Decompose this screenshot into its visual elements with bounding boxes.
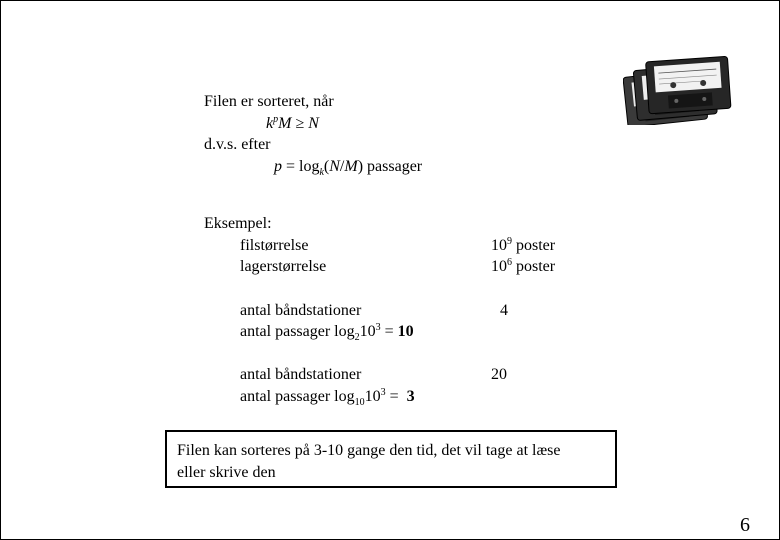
passes-log-base: 10 (354, 397, 365, 408)
case2-stations-value: 20 (491, 366, 507, 383)
value-exponent: 9 (507, 236, 512, 247)
passes-label: antal passager log (240, 388, 355, 405)
formula-n: N (329, 158, 340, 175)
passes-exponent: 3 (375, 322, 381, 333)
formula-passes (274, 157, 422, 177)
passes-result: 10 (397, 323, 414, 340)
formula-close-paren: ) (357, 158, 364, 175)
passes-equals: = (380, 323, 398, 340)
formula-tail: passager (363, 158, 423, 175)
example-heading: Eksempel: (204, 215, 272, 232)
formula-m: M (344, 158, 358, 175)
passes-label: antal passager log (240, 323, 355, 340)
formula-base: k (266, 115, 274, 132)
value-base: 10 (491, 258, 507, 275)
case2-passes (240, 387, 415, 407)
passes-log-base: 2 (354, 332, 360, 343)
case1-stations-label: antal båndstationer (240, 302, 362, 319)
page-number: 6 (740, 514, 750, 536)
summary-note-line2: eller skrive den (177, 464, 276, 481)
passes-base: 10 (364, 388, 381, 405)
summary-note-box (165, 430, 617, 488)
formula-log-base: k (319, 167, 324, 178)
formula-log: = log (282, 158, 320, 175)
passes-exponent: 3 (380, 387, 386, 398)
formula-condition (266, 114, 319, 134)
formula-open-paren: ( (323, 158, 330, 175)
case1-passes (240, 322, 414, 342)
intro-line-dvs: d.v.s. efter (204, 136, 271, 153)
example-value-filesize (491, 236, 555, 256)
example-label-filesize: filstørrelse (240, 237, 309, 254)
value-base: 10 (491, 237, 507, 254)
summary-note-line1: Filen kan sorteres på 3-10 gange den tid, det vil tage at læse (177, 442, 561, 459)
passes-result: 3 (406, 388, 415, 405)
passes-equals: = (385, 388, 407, 405)
value-unit: poster (512, 258, 556, 275)
example-label-memsize: lagerstørrelse (240, 258, 327, 275)
formula-slash: / (339, 158, 345, 175)
example-value-memsize (491, 257, 555, 277)
case2-stations-label: antal båndstationer (240, 366, 362, 383)
formula-rest: M ≥ N (278, 115, 319, 132)
value-unit: poster (512, 237, 556, 254)
case1-stations-value: 4 (500, 302, 508, 319)
intro-line: Filen er sorteret, når (204, 93, 334, 110)
formula-exponent: p (273, 114, 279, 125)
value-exponent: 6 (507, 257, 512, 268)
formula-p: p (274, 158, 282, 175)
passes-base: 10 (359, 323, 376, 340)
cassette-tapes-icon (623, 53, 733, 125)
